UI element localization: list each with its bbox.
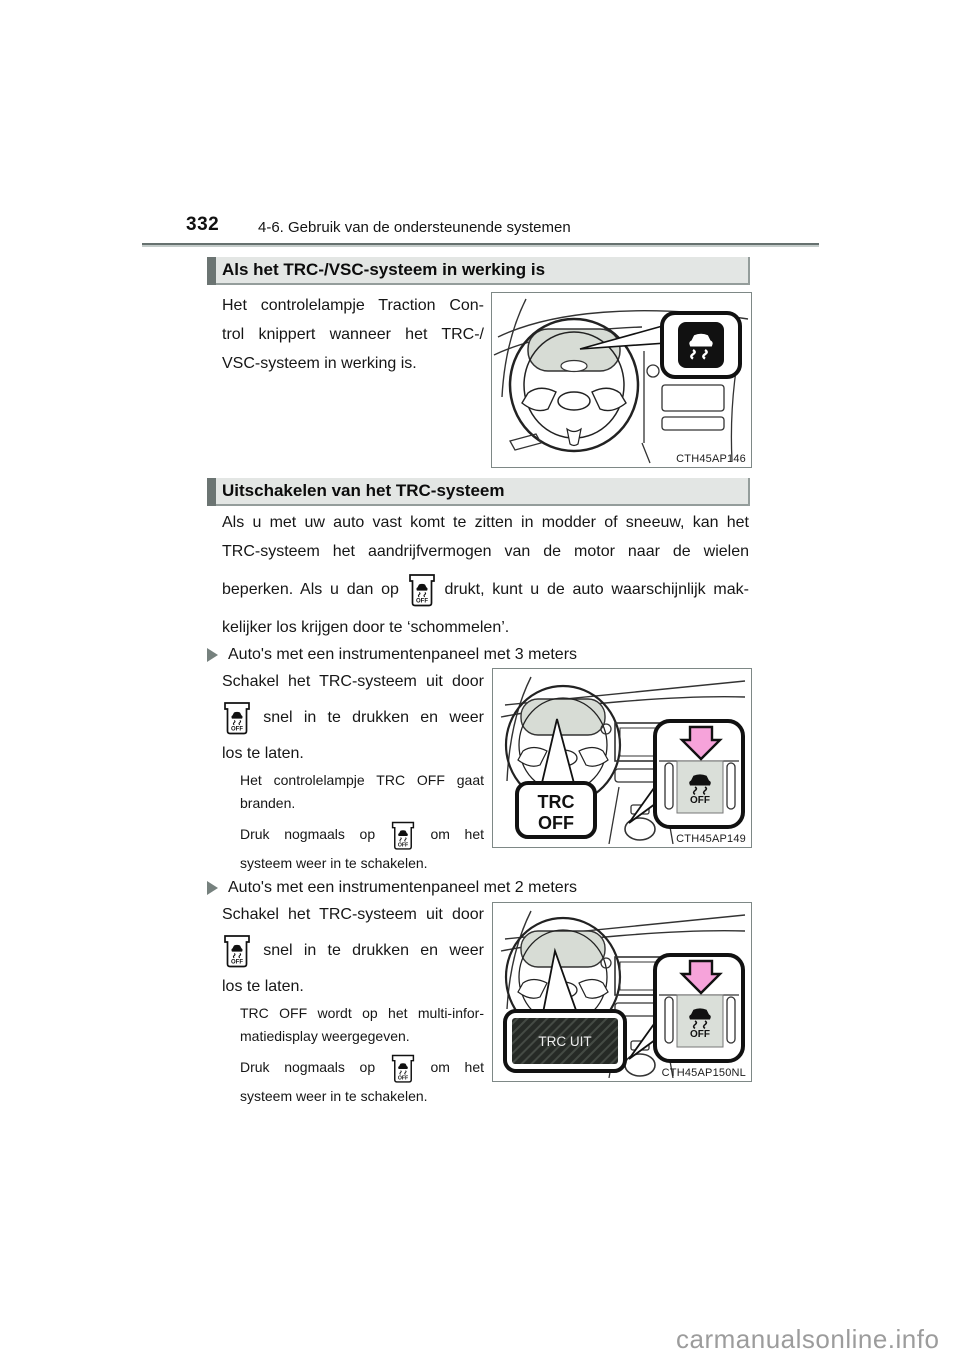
figure-trc-off-indicator [492, 668, 752, 848]
figure-caption: CTH45AP149 [676, 833, 746, 845]
paragraph-line: Het controlelampje Traction Con- [222, 297, 484, 314]
svg-text:OFF: OFF [231, 726, 243, 733]
line-segment: beperken. Als u dan op [222, 581, 399, 598]
figure-caption: CTH45AP146 [676, 453, 746, 465]
step-line: los te laten. [222, 745, 304, 762]
line-segment: Druk nogmaals op [240, 826, 376, 842]
display-text: TRC UIT [538, 1034, 592, 1049]
step-line: Schakel het TRC-systeem uit door [222, 673, 484, 690]
variant-bullet-2m [207, 876, 577, 900]
trc-off-button-icon [390, 1052, 416, 1085]
svg-text:OFF: OFF [397, 1075, 408, 1082]
line-segment: snel in te drukken en weer [263, 709, 484, 726]
note-line: systeem weer in te schakelen. [240, 1088, 428, 1104]
heading-accent-bar [207, 257, 216, 285]
line-segment: om het [430, 826, 484, 842]
note-line: branden. [240, 795, 296, 811]
line-segment: drukt, kunt u de auto waarschijnlijk mak- [444, 581, 749, 598]
paragraph-line: kelijker los krijgen door te ‘schommelen’. [222, 619, 510, 636]
paragraph-line-with-icon [222, 566, 749, 613]
svg-text:OFF: OFF [231, 959, 243, 966]
note-2m [240, 1002, 484, 1106]
svg-text:OFF: OFF [397, 842, 408, 849]
section-heading-working [207, 257, 750, 285]
bullet-label: Auto's met een instrumentenpaneel met 3 meters [228, 646, 578, 663]
trc-off-button-icon [222, 699, 252, 737]
note-line: matiedisplay weergegeven. [240, 1028, 410, 1044]
section-off-intro [222, 508, 749, 642]
page-number: 332 [186, 214, 220, 235]
steps-2m [222, 900, 484, 1106]
section-working-paragraph [222, 291, 484, 378]
section-title: Uitschakelen van het TRC-systeem [222, 481, 505, 500]
page-header-title: 4-6. Gebruik van de ondersteunende systemen [258, 219, 571, 236]
dashboard-line-art [492, 293, 751, 464]
note-line-with-icon [240, 1048, 484, 1086]
note-line: Het controlelampje TRC OFF gaat [240, 772, 484, 788]
header-rule [142, 243, 819, 247]
trc-off-button-icon [222, 932, 252, 970]
svg-text:OFF: OFF [415, 598, 428, 605]
heading-accent-bar [207, 478, 216, 506]
paragraph-line: trol knippert wanneer het TRC-/ [222, 326, 484, 343]
step-line: Schakel het TRC-systeem uit door [222, 906, 484, 923]
figure-dashboard-indicator [491, 292, 752, 468]
dashboard-line-art [493, 669, 751, 844]
section-title: Als het TRC-/VSC-systeem in werking is [222, 260, 546, 279]
line-segment: om het [430, 1059, 484, 1075]
note-line-with-icon [240, 815, 484, 853]
paragraph-line: VSC-systeem in werking is. [222, 355, 417, 372]
vsc-slip-indicator-icon [678, 322, 724, 368]
paragraph-line: TRC-systeem het aandrijfvermogen van de motor naar de wielen [222, 543, 749, 560]
step-line-with-icon [222, 697, 484, 739]
figure-caption: CTH45AP150NL [661, 1067, 746, 1079]
bullet-triangle-icon [207, 648, 218, 662]
step-line: los te laten. [222, 978, 304, 995]
watermark: carmanualsonline.info [676, 1324, 940, 1354]
variant-bullet-3m [207, 643, 577, 667]
trc-off-button-icon [390, 819, 416, 852]
bullet-label: Auto's met een instrumentenpaneel met 2 meters [228, 879, 578, 896]
button-off-label: OFF [690, 1029, 710, 1040]
button-off-label: OFF [690, 795, 710, 806]
note-3m [240, 769, 484, 873]
line-segment: snel in te drukken en weer [263, 942, 484, 959]
note-line: systeem weer in te schakelen. [240, 855, 428, 871]
callout-text: OFF [538, 813, 574, 833]
figure-trc-uit-display [492, 902, 752, 1082]
line-segment: Druk nogmaals op [240, 1059, 376, 1075]
dashboard-line-art [493, 903, 751, 1078]
callout-text: TRC [537, 792, 575, 812]
trc-off-button-icon [407, 571, 437, 609]
steps-3m [222, 667, 484, 873]
step-line-with-icon [222, 930, 484, 972]
bullet-triangle-icon [207, 881, 218, 895]
note-line: TRC OFF wordt op het multi-infor- [240, 1005, 484, 1021]
paragraph-line: Als u met uw auto vast komt te zitten in modder of sneeuw, kan het [222, 514, 749, 531]
section-heading-off [207, 478, 750, 506]
